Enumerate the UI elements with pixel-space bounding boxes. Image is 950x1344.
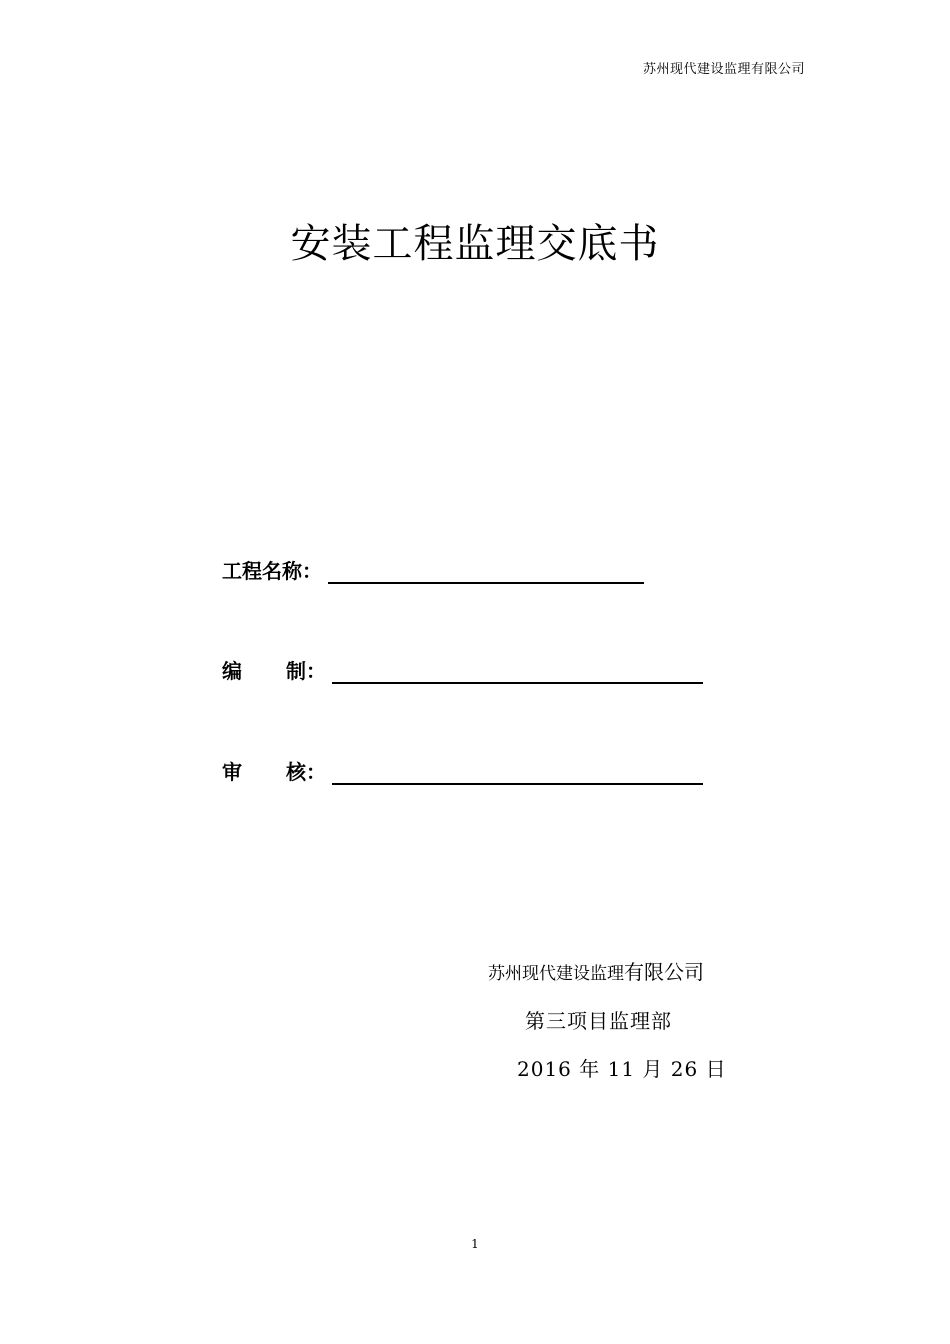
signature-company bbox=[488, 956, 704, 985]
project-name-label: 工程名称： bbox=[222, 559, 322, 583]
editor-label-char1: 编 bbox=[222, 659, 242, 683]
signature-date: 2016 年 11 月 26 日 bbox=[517, 1057, 727, 1081]
reviewer-label-char2: 核： bbox=[286, 760, 326, 784]
document-title: 安装工程监理交底书 bbox=[290, 221, 660, 267]
reviewer-label-char1: 审 bbox=[222, 760, 242, 784]
reviewer-label bbox=[222, 756, 326, 785]
page-header: 苏州现代建设监理有限公司 bbox=[642, 62, 805, 77]
editor-label-char2: 制： bbox=[286, 659, 326, 683]
editor-blank[interactable] bbox=[332, 660, 703, 684]
editor-label bbox=[222, 655, 326, 684]
reviewer-blank[interactable] bbox=[332, 761, 703, 785]
project-name-blank[interactable] bbox=[328, 560, 644, 584]
signature-company-part1: 苏州现代建设监理 bbox=[488, 964, 624, 984]
reviewer-field bbox=[222, 756, 703, 785]
signature-company-part2: 有限公司 bbox=[624, 960, 704, 984]
project-name-field bbox=[222, 555, 644, 584]
signature-department: 第三项目监理部 bbox=[525, 1009, 672, 1033]
page-number: 1 bbox=[471, 1237, 479, 1251]
editor-field bbox=[222, 655, 703, 684]
